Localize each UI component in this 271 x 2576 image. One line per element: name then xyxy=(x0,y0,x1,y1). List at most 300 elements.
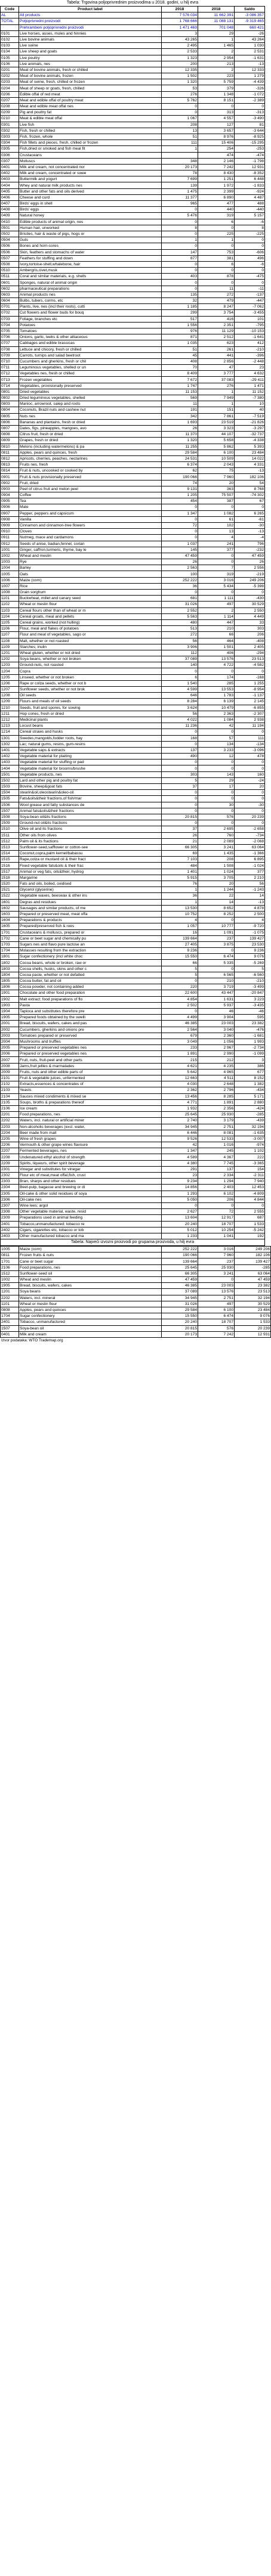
cell-label: Meat of bovine animals, frozen xyxy=(19,73,162,79)
table-row xyxy=(1,978,265,984)
cell-2018-import: 381 xyxy=(198,255,235,261)
cell-2018-import: 0 xyxy=(198,765,235,771)
cell-2018-export: 37 xyxy=(162,784,198,790)
cell-saldo: -232 xyxy=(235,547,265,553)
cell-2018-import: 2 403 xyxy=(198,1185,235,1191)
cell-label: Cabbages and edible brassicas xyxy=(19,340,162,346)
cell-2018-export: 0 xyxy=(162,207,198,213)
cell-2018-import: 261 xyxy=(198,346,235,352)
cell-code: 1510 xyxy=(1,826,19,832)
cell-2018-import: 1 xyxy=(198,401,235,407)
table-row xyxy=(1,401,265,407)
cell-2018-export: 14 856 xyxy=(162,1185,198,1191)
cell-2018-export: 15 550 xyxy=(162,1313,198,1319)
cell-code: 0508 xyxy=(1,261,19,267)
cell-2018-import: 2 356 xyxy=(198,1105,235,1111)
cell-2018-import: 623 xyxy=(198,340,235,346)
cell-label: Wine of fresh grapes xyxy=(19,1136,162,1142)
table-row xyxy=(1,1093,265,1099)
cell-2018-export: 139 664 xyxy=(162,1258,198,1264)
cell-code: 1805 xyxy=(1,978,19,984)
cell-label: Poljoprivredni proizvodi xyxy=(19,18,162,24)
cell-label: Ginger, saffron,turmeric, thyme, bay le xyxy=(19,547,162,553)
cell-saldo: -474 xyxy=(235,152,265,158)
cell-2018-export: 4 022 xyxy=(162,717,198,723)
cell-code: 2106 xyxy=(1,1264,19,1270)
table-row xyxy=(1,596,265,602)
cell-2018-export: 29 584 xyxy=(162,1307,198,1313)
cell-2018-import: 23 003 xyxy=(198,1021,235,1027)
cell-code: 0104 xyxy=(1,49,19,55)
cell-label: Cereal straws and husks xyxy=(19,729,162,735)
cell-saldo: 0 xyxy=(235,808,265,814)
cell-label: Margarine xyxy=(19,875,162,881)
header-2018-export: 2018 xyxy=(162,7,198,13)
cell-2018-export: 7 672 xyxy=(162,377,198,383)
table-row xyxy=(1,492,265,498)
cell-label: Sunflower-seed oil xyxy=(19,1270,162,1276)
cell-2018-export: 276 xyxy=(162,91,198,97)
cell-code: 2005 xyxy=(1,1045,19,1051)
cell-label: Cocoa paste, whether or not defatted xyxy=(19,972,162,978)
cell-2018-export: 0 xyxy=(162,820,198,826)
cell-2018-export: 56 xyxy=(162,711,198,717)
cell-saldo: -1 099 xyxy=(235,1051,265,1057)
cell-2018-export: 5 xyxy=(162,972,198,978)
table-row xyxy=(1,194,265,200)
table-row xyxy=(1,498,265,504)
cell-2018-import: 7 960 xyxy=(198,1253,235,1258)
cell-code: 0811 xyxy=(1,450,19,455)
cell-2018-import: 7 861 xyxy=(198,413,235,419)
cell-label: Cane or beet sugar and chemically pu xyxy=(19,935,162,941)
cell-code: 0208 xyxy=(1,104,19,110)
table-row xyxy=(1,1154,265,1160)
cell-code: 1003 xyxy=(1,559,19,565)
cell-label: Other vegetable material, waste, resid xyxy=(19,1209,162,1215)
cell-code: 1601 xyxy=(1,899,19,905)
cell-2018-export: 5 xyxy=(162,777,198,783)
cell-2018-import: 5 434 xyxy=(198,583,235,589)
cell-2018-export: 37 xyxy=(162,826,198,832)
cell-saldo: 11 152 xyxy=(235,389,265,395)
cell-saldo: -476 xyxy=(235,1027,265,1033)
secondary-table-title: Tabela: Najveći izvozni proizvodi po grupama proizvoda, u hilj evra xyxy=(0,1239,265,1246)
cell-label: Coconut,copra,palm kernel/babassu xyxy=(19,851,162,857)
cell-code: 2202 xyxy=(1,1118,19,1124)
table-row xyxy=(1,67,265,73)
cell-2018-export: 1 205 xyxy=(162,492,198,498)
cell-2018-import: 4 557 xyxy=(198,116,235,122)
cell-saldo: 660 421 xyxy=(235,24,265,30)
cell-saldo: -326 xyxy=(235,85,265,91)
cell-2018-export: 1 347 xyxy=(162,510,198,516)
cell-saldo: -1 798 xyxy=(235,158,265,164)
cell-label: Food preparations, nes xyxy=(19,1264,162,1270)
cell-2018-export: 112 xyxy=(162,650,198,656)
table-row xyxy=(1,529,265,535)
cell-code: 0708 xyxy=(1,346,19,352)
cell-saldo: -10 153 xyxy=(235,328,265,334)
cell-label: Bovine, sheep&goat fats xyxy=(19,784,162,790)
cell-saldo: -7 062 xyxy=(235,304,265,310)
cell-2018-export: 9 526 xyxy=(162,1136,198,1142)
cell-saldo: 0 xyxy=(235,268,265,274)
cell-saldo: -3 297 xyxy=(235,425,265,431)
table-row xyxy=(1,881,265,887)
cell-code: 0702 xyxy=(1,310,19,316)
table-row xyxy=(1,729,265,735)
table-row xyxy=(1,1301,271,1307)
table-row xyxy=(1,760,265,765)
cell-saldo: -285 xyxy=(235,1112,265,1118)
cell-2018-export: 24 531 xyxy=(162,455,198,461)
cell-2018-export: 37 089 xyxy=(162,656,198,662)
cell-2018-import: 2 043 xyxy=(198,462,235,468)
cell-label: Meat of sheep or goats, fresh, chilled xyxy=(19,85,162,91)
cell-saldo: 111 xyxy=(235,735,265,741)
cell-code: 1207 xyxy=(1,687,19,693)
cell-2018-export: 299 xyxy=(162,310,198,316)
cell-code: 2105 xyxy=(1,1099,19,1105)
cell-saldo: 0 xyxy=(235,668,265,674)
cell-label: Wine lees; argol xyxy=(19,1202,162,1208)
cell-2018-export: 10 752 xyxy=(162,911,198,917)
cell-2018-export: 2 564 xyxy=(162,1027,198,1033)
cell-label: Melons (including watermelons) & pa xyxy=(19,444,162,450)
cell-2018-export: 877 xyxy=(162,255,198,261)
cell-label: Peel of citrus fruit and melon peel xyxy=(19,486,162,492)
cell-2018-import: 237 xyxy=(198,935,235,941)
cell-saldo: -9 319 465 xyxy=(235,18,265,24)
cell-label: Potatoes xyxy=(19,322,162,328)
cell-saldo: -6 xyxy=(235,261,265,267)
cell-2018-import: 6 565 xyxy=(198,972,235,978)
cell-saldo: 677 xyxy=(235,1069,265,1075)
cell-code: 0105 xyxy=(1,55,19,61)
cell-saldo: 23 xyxy=(235,365,265,371)
cell-2018-import: 18 707 xyxy=(198,1319,235,1325)
cell-2018-export: 11 153 xyxy=(162,389,198,395)
cell-code: 1214 xyxy=(1,729,19,735)
cell-label: Cane or beet sugar xyxy=(19,1258,162,1264)
cell-2018-import: 5 862 xyxy=(198,444,235,450)
table-row xyxy=(1,255,265,261)
cell-saldo: 249 206 xyxy=(235,577,265,583)
cell-code: 0703 xyxy=(1,316,19,322)
cell-2018-import: 7 949 xyxy=(198,395,235,401)
table-row xyxy=(1,1112,265,1118)
cell-2018-import: 245 xyxy=(198,1148,235,1154)
cell-saldo: -168 xyxy=(235,674,265,680)
cell-label: Oil-cake & other solid residues of soya xyxy=(19,1191,162,1196)
cell-code: 0805 xyxy=(1,413,19,419)
cell-label: Live bovine animals xyxy=(19,36,162,42)
cell-2018-import: 497 xyxy=(198,1301,235,1307)
cell-2018-export: 6 446 xyxy=(162,1130,198,1136)
cell-saldo: -32 737 xyxy=(235,432,265,438)
cell-saldo: 139 427 xyxy=(235,1258,271,1264)
cell-saldo: 32 194 xyxy=(235,1295,271,1301)
table-row xyxy=(1,972,265,978)
cell-label: Fish, fresh or chilled xyxy=(19,128,162,134)
cell-2018-import: 1 631 xyxy=(198,996,235,1002)
cell-saldo: -13 xyxy=(235,61,265,67)
cell-2018-import: 313 xyxy=(198,110,235,116)
cell-saldo: 8 xyxy=(235,225,265,231)
cell-label: Wheat gluten, whether or not dried xyxy=(19,650,162,656)
table-row xyxy=(1,18,265,24)
cell-label: Tomatoes prepared or preserved xyxy=(19,1033,162,1039)
table-row xyxy=(1,607,265,613)
table-body xyxy=(1,13,265,1239)
cell-2018-import: 61 xyxy=(198,516,235,522)
cell-2018-export: 0 xyxy=(162,535,198,541)
cell-saldo: -795 xyxy=(235,322,265,328)
cell-label: Animal or veg fats, oils&their, hydrog xyxy=(19,869,162,875)
cell-label: Sugars nes and flavo pure lactose an xyxy=(19,941,162,947)
cell-saldo: 8 152 xyxy=(235,1075,265,1081)
cell-2018-import: 2 695 xyxy=(198,826,235,832)
cell-2018-export: 66 305 xyxy=(162,844,198,850)
cell-saldo: -7 519 xyxy=(235,413,265,419)
table-row xyxy=(1,486,265,492)
cell-label: Ivory,tortoise-shell,whalebone, hair xyxy=(19,261,162,267)
cell-label: Cereal groats, meal and pellets xyxy=(19,613,162,619)
cell-saldo: 1 279 xyxy=(235,73,265,79)
cell-saldo: -137 xyxy=(235,292,265,297)
cell-saldo: 182 106 xyxy=(235,1253,271,1258)
cell-2018-import: 276 xyxy=(198,383,235,389)
cell-label: Animal products nes xyxy=(19,292,162,297)
table-row xyxy=(1,413,265,419)
table-row xyxy=(1,1045,265,1051)
cell-label: Cocoa beans, whole or broken, raw or xyxy=(19,960,162,966)
cell-code: 0510 xyxy=(1,268,19,274)
table-row xyxy=(1,632,265,638)
cell-label: pharmaceutical preparations xyxy=(19,286,162,292)
cell-2018-import: 23 519 xyxy=(198,419,235,425)
cell-2018-export: 0 xyxy=(162,243,198,249)
table-row xyxy=(1,1160,265,1166)
table-row xyxy=(1,1209,265,1215)
cell-saldo: -6 855 xyxy=(235,705,265,711)
cell-label: Medicinal plants xyxy=(19,717,162,723)
cell-label: Onions, garlic, leeks & other alliaceous xyxy=(19,334,162,340)
table-row xyxy=(1,935,265,941)
cell-2018-import: 0 xyxy=(198,1202,235,1208)
cell-saldo: 1 471 xyxy=(235,383,265,389)
table-row xyxy=(1,941,265,947)
cell-2018-export: 0 xyxy=(162,796,198,802)
cell-label: Tobacco,unmanufactured; tobacco re xyxy=(19,1221,162,1227)
table-row xyxy=(1,207,265,213)
table-row xyxy=(1,1191,265,1196)
cell-label: Yeasts xyxy=(19,1087,162,1093)
cell-code: 1007 xyxy=(1,583,19,589)
cell-2018-import: 237 xyxy=(198,1258,235,1264)
cell-2018-export: 190 066 xyxy=(162,474,198,480)
cell-2018-import: 208 xyxy=(198,857,235,863)
cell-2018-import: 753 xyxy=(198,249,235,255)
cell-saldo: 8 768 xyxy=(235,486,265,492)
cell-saldo: -5 398 xyxy=(235,583,265,589)
cell-2018-export: 5 762 xyxy=(162,97,198,103)
cell-saldo: -1 072 xyxy=(235,91,265,97)
cell-label: Nuts nes xyxy=(19,413,162,419)
cell-label: Beet-pulp, bagasse and brewing or di xyxy=(19,1185,162,1191)
table-row xyxy=(1,1105,265,1111)
table-row xyxy=(1,796,265,802)
cell-2018-import: 13 576 xyxy=(198,1289,235,1295)
cell-2018-import: 477 xyxy=(198,201,235,207)
cell-2018-import: 285 xyxy=(198,680,235,686)
cell-code: 1504 xyxy=(1,790,19,796)
cell-code: 1505 xyxy=(1,796,19,802)
cell-2018-import: 137 xyxy=(198,1166,235,1172)
table-row xyxy=(1,887,265,893)
cell-code: 1804 xyxy=(1,972,19,978)
cell-2018-export: 4 589 xyxy=(162,1154,198,1160)
cell-code: 1603 xyxy=(1,911,19,917)
cell-saldo: 0 xyxy=(235,820,265,826)
cell-2018-export: 51 xyxy=(162,134,198,140)
table-row xyxy=(1,662,265,668)
cell-code: 1106 xyxy=(1,626,19,632)
cell-saldo: 412 xyxy=(235,340,265,346)
cell-2018-import: 379 xyxy=(198,85,235,91)
table-row xyxy=(1,990,265,996)
cell-label: Rape or colza seeds, whether or not b xyxy=(19,680,162,686)
cell-saldo: 249 206 xyxy=(235,1247,271,1253)
cell-2018-export: 31 026 xyxy=(162,1301,198,1307)
cell-saldo: 9 076 xyxy=(235,954,265,960)
cell-label: Fish, frozen, whole xyxy=(19,134,162,140)
cell-label: Dates, figs, pineapples, mangoes, avo xyxy=(19,425,162,431)
cell-2018-export: 13 456 xyxy=(162,1093,198,1099)
cell-2018-import: 2 796 xyxy=(198,1087,235,1093)
cell-code: 1701 xyxy=(1,929,19,935)
cell-2018-import: 174 xyxy=(198,674,235,680)
top-exports-table xyxy=(0,1246,271,1338)
cell-2018-export: 1 037 xyxy=(162,541,198,547)
cell-2018-import: 0 xyxy=(198,504,235,510)
cell-2018-export: 20 173 xyxy=(162,164,198,170)
cell-label: Prepared or preserved vegetables nes xyxy=(19,1051,162,1057)
cell-code: 0302 xyxy=(1,128,19,134)
cell-saldo: 23 530 xyxy=(235,941,265,947)
table-row xyxy=(1,1185,265,1191)
cell-saldo: -1 243 xyxy=(235,887,265,893)
cell-saldo: -24 xyxy=(235,777,265,783)
cell-label: Rice xyxy=(19,583,162,589)
cell-label: Feathers for stuffing and down xyxy=(19,255,162,261)
cell-label: Plants, live, nes (incl their roots), cutti xyxy=(19,304,162,310)
cell-2018-export: 145 xyxy=(162,547,198,553)
cell-2018-import: 6 xyxy=(198,219,235,225)
cell-code: 2302 xyxy=(1,1173,19,1179)
cell-code: 1518 xyxy=(1,875,19,881)
cell-saldo: 23 484 xyxy=(235,1307,271,1313)
cell-saldo: -974 xyxy=(235,1142,265,1148)
cell-code: 1604 xyxy=(1,917,19,923)
table-row xyxy=(1,171,265,176)
cell-label: Birds' eggs in shell xyxy=(19,201,162,207)
cell-2018-export: 252 222 xyxy=(162,577,198,583)
cell-saldo: -2 068 xyxy=(235,838,265,844)
cell-code: 0705 xyxy=(1,328,19,334)
cell-saldo: 206 xyxy=(235,632,265,638)
cell-code: 1103 xyxy=(1,607,19,613)
cell-label: Other oils from olives xyxy=(19,832,162,838)
table-row xyxy=(1,602,265,607)
cell-saldo: 0 xyxy=(235,243,265,249)
table-row xyxy=(1,73,265,79)
table-row xyxy=(1,43,265,49)
cell-saldo: 139 427 xyxy=(235,935,265,941)
table-row xyxy=(1,802,265,808)
cell-code: 1001 xyxy=(1,547,19,553)
cell-code: 0504 xyxy=(1,237,19,243)
cell-2018-export: 111 xyxy=(162,140,198,146)
cell-2018-import: 2 648 xyxy=(198,1081,235,1087)
cell-2018-export: 22 600 xyxy=(162,990,198,996)
cell-2018-import: 13 553 xyxy=(198,687,235,693)
cell-2018-export: 7 576 034 xyxy=(162,13,198,18)
cell-2018-import: 3 705 xyxy=(198,875,235,881)
cell-2018-import: 272 xyxy=(198,292,235,297)
cell-saldo: -424 xyxy=(235,1105,265,1111)
cell-2018-import: 4 367 xyxy=(198,1154,235,1160)
cell-saldo: 595 xyxy=(235,1015,265,1021)
cell-2018-export: 1 401 xyxy=(162,869,198,875)
table-row xyxy=(1,310,265,316)
cell-2018-import: 4 965 xyxy=(198,1069,235,1075)
cell-2018-import: 5 335 xyxy=(198,960,235,966)
cell-saldo: -434 xyxy=(235,1087,265,1093)
cell-code: 0401 xyxy=(1,164,19,170)
table-row xyxy=(1,838,265,844)
cell-code: 1209 xyxy=(1,699,19,705)
cell-2018-export: 43 265 xyxy=(162,36,198,42)
cell-2018-export: 31 026 xyxy=(162,602,198,607)
table-row xyxy=(1,723,265,729)
cell-2018-import: 2 360 xyxy=(198,1033,235,1039)
cell-2018-export: 140 xyxy=(162,662,198,668)
cell-saldo: -1 631 xyxy=(235,55,265,61)
cell-2018-import: 8 652 xyxy=(198,905,235,911)
table-row xyxy=(1,140,265,146)
cell-label: Preparations & products xyxy=(19,917,162,923)
cell-label: Flour etc of meat,meat offal,fish, crust xyxy=(19,1173,162,1179)
table-row xyxy=(1,1118,265,1124)
table-row xyxy=(1,1039,265,1044)
cell-2018-import: 4 xyxy=(198,535,235,541)
cell-2018-export: 12 335 xyxy=(162,67,198,73)
cell-code: 0907 xyxy=(1,510,19,516)
table-row xyxy=(1,249,265,255)
cell-2018-import: 4 235 xyxy=(198,1063,235,1069)
cell-code: 1701 xyxy=(1,1258,19,1264)
cell-label: Bristles, hair & waste of pigs, hogs or xyxy=(19,231,162,237)
cell-2018-import: 5 937 xyxy=(198,1002,235,1008)
cell-2018-export: 681 xyxy=(162,596,198,602)
table-row xyxy=(1,164,265,170)
table-row xyxy=(1,1173,265,1179)
cell-saldo: 6 448 xyxy=(235,176,265,182)
cell-label: Meat and edible meat offal nes xyxy=(19,104,162,110)
cell-saldo: 14 xyxy=(235,893,265,899)
